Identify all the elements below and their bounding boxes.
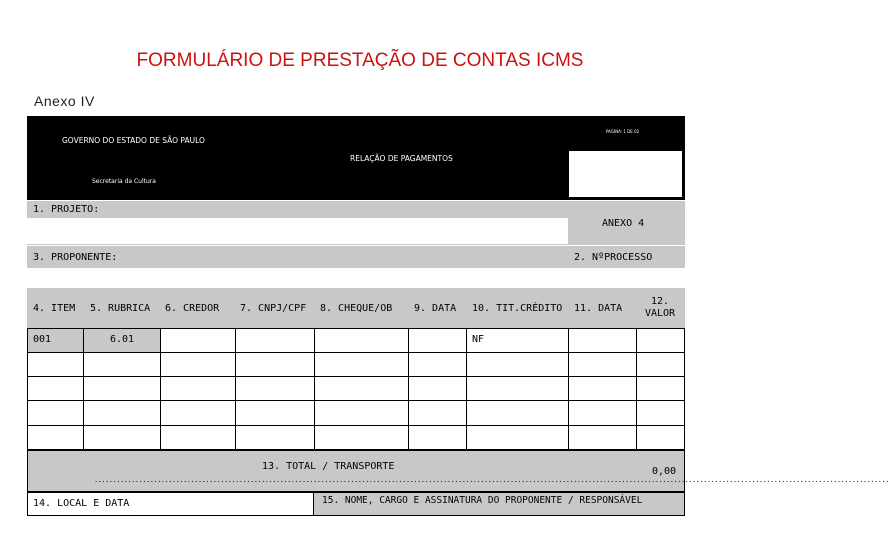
col-divider bbox=[235, 328, 236, 450]
proponent-label: 3. PROPONENTE: bbox=[33, 252, 118, 263]
secretariat-name: Secretaria da Cultura bbox=[92, 178, 156, 185]
annex-label: Anexo IV bbox=[34, 93, 95, 109]
col-divider bbox=[466, 328, 467, 450]
row-1-item: 001 bbox=[33, 334, 52, 345]
col-divider bbox=[568, 328, 569, 450]
total-label: 13. TOTAL / TRANSPORTE bbox=[262, 461, 395, 472]
local-date-label: 14. LOCAL E DATA bbox=[33, 498, 130, 509]
col-cnpj-cpf: 7. CNPJ/CPF bbox=[240, 303, 307, 314]
col-data: 9. DATA bbox=[414, 303, 457, 314]
total-value: 0,00 bbox=[652, 466, 677, 477]
government-name: GOVERNO DO ESTADO DE SÃO PAULO bbox=[62, 136, 205, 145]
report-title: RELAÇÃO DE PAGAMENTOS bbox=[350, 154, 453, 163]
col-data-2: 11. DATA bbox=[574, 303, 623, 314]
row-1-tit-credito: NF bbox=[472, 334, 485, 345]
header-blank-box bbox=[569, 151, 682, 197]
col-divider bbox=[636, 328, 637, 450]
col-cheque-ob: 8. CHEQUE/OB bbox=[320, 303, 393, 314]
annex-number: ANEXO 4 bbox=[602, 218, 645, 229]
project-label: 1. PROJETO: bbox=[33, 204, 100, 215]
col-credor: 6. CREDOR bbox=[165, 303, 220, 314]
page-indicator: PAGINA: 1 DE 02 bbox=[606, 129, 640, 134]
col-divider bbox=[408, 328, 409, 450]
row-divider bbox=[27, 400, 685, 401]
col-valor: 12. VALOR bbox=[644, 296, 676, 319]
row-1-rubrica: 6.01 bbox=[110, 334, 135, 345]
col-divider bbox=[83, 328, 84, 450]
signature-label: 15. NOME, CARGO E ASSINATURA DO PROPONENTE / RESPONSÁVEL bbox=[322, 495, 643, 506]
total-dotted-line: ...................................................................................................................................................................................................................... bbox=[94, 476, 889, 484]
col-tit-credito: 10. TIT.CRÉDITO bbox=[472, 303, 563, 314]
col-rubrica: 5. RUBRICA bbox=[90, 303, 151, 314]
row-divider bbox=[27, 425, 685, 426]
row-divider bbox=[27, 352, 685, 353]
col-item: 4. ITEM bbox=[33, 303, 76, 314]
project-field[interactable] bbox=[27, 218, 568, 244]
form-title: FORMULÁRIO DE PRESTAÇÃO DE CONTAS ICMS bbox=[136, 50, 584, 71]
col-divider bbox=[160, 328, 161, 450]
process-number-label: 2. NºPROCESSO bbox=[574, 252, 653, 263]
row-divider bbox=[27, 376, 685, 377]
col-divider bbox=[314, 328, 315, 450]
